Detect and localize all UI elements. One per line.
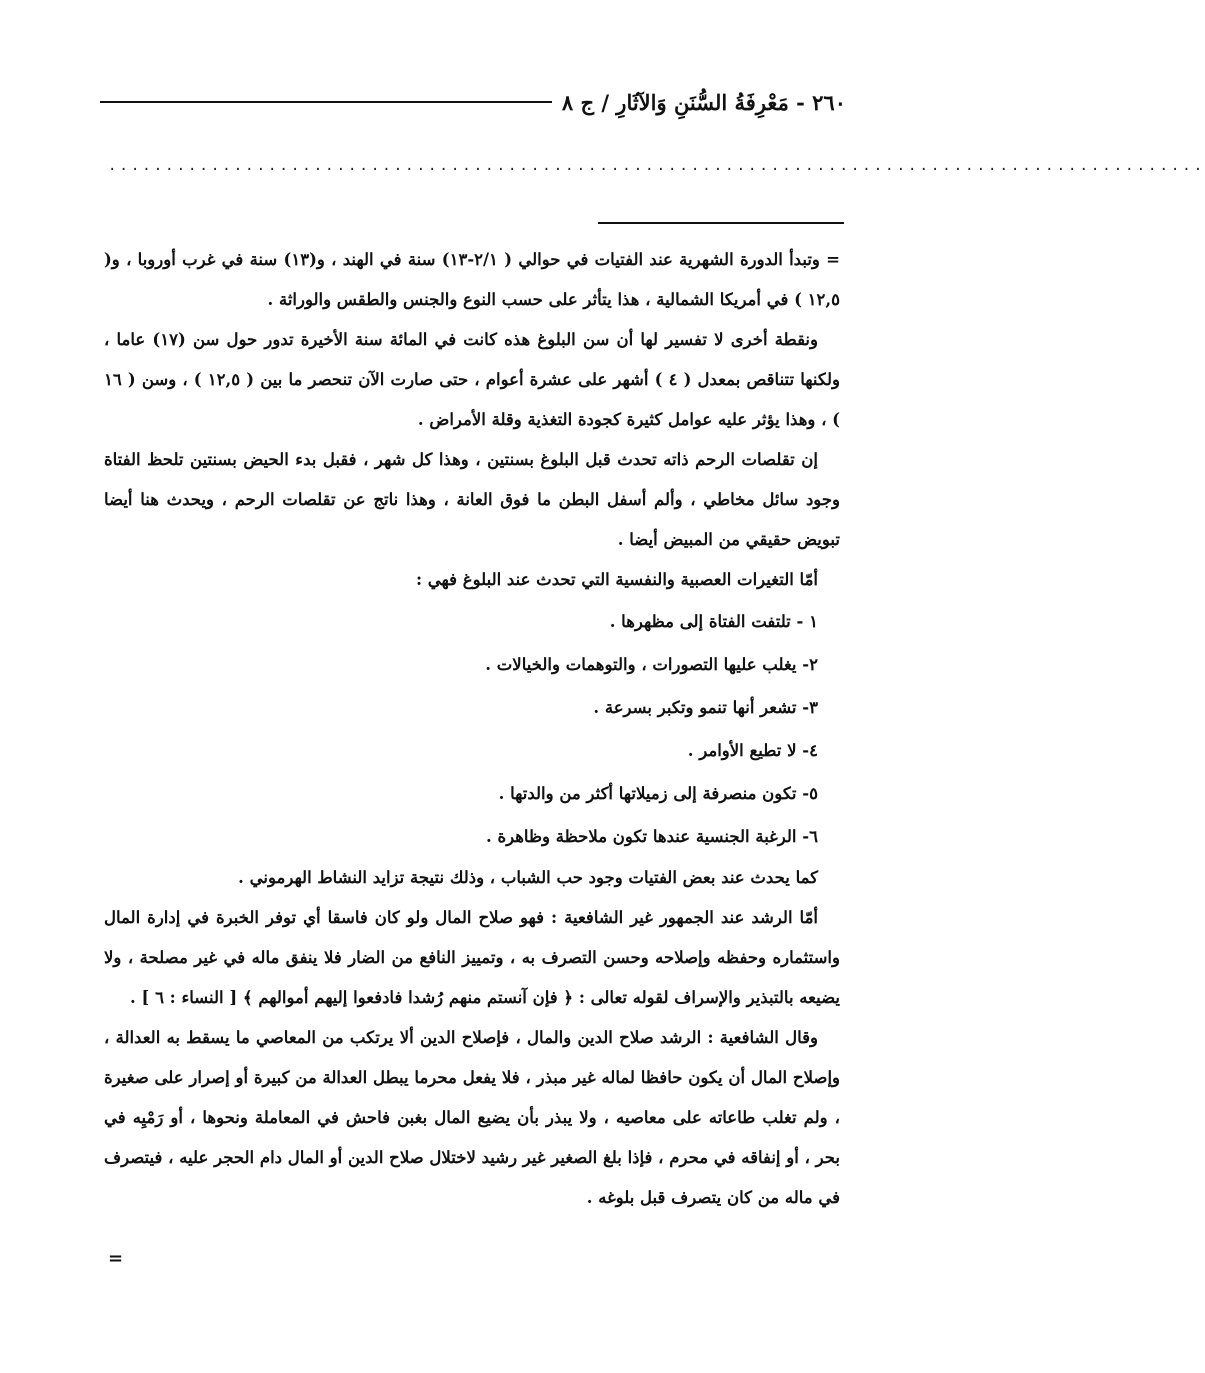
- list-item: ٤- لا تطيع الأوامر .: [687, 741, 818, 760]
- list-item: ٣- تشعر أنها تنمو وتكبر بسرعة .: [593, 698, 818, 717]
- list-item: ٥- تكون منصرفة إلى زميلاتها أكثر من والدتها .: [498, 784, 818, 803]
- page-header: [100, 86, 846, 118]
- header-rule: [100, 101, 552, 103]
- continuation-mark: =: [108, 1248, 124, 1269]
- paragraph: ونقطة أخرى لا تفسير لها أن سن البلوغ هذه كانت في المائة سنة الأخيرة تدور حول سن (١٧) عاما ، ولكنها تتناقص بمعدل ( ٤ ) أشهر على عشرة أعوام ، حتى صارت الآن تنحصر ما بين ( ١٢,٥ ) ، وسن ( ١٦ ) ، وهذا يؤثر عليه عوامل كثيرة كجودة التغذية وقلة الأمراض .: [104, 330, 840, 429]
- dotted-separator: ................................................................................................: [108, 158, 1205, 174]
- paragraph: وقال الشافعية : الرشد صلاح الدين والمال ، فإصلاح الدين ألا يرتكب من المعاصي ما يسقط به العدالة ، وإصلاح المال أن يكون حافظا لماله غير مبذر ، فلا يفعل محرما يبطل العدالة من كبيرة أو إصرار على صغيرة ، ولم تغلب طاعاته على معاصيه ، ولا يبذر بأن يضيع المال بغبن فاحش في المعاملة ونحوها ، أو رَمْيِه في بحر ، أو إنفاقه في محرم ، فإذا بلغ الصغير غير رشيد لاختلال صلاح الدين أو المال دام الحجر عليه ، فيتصرف في ماله من كان يتصرف قبل بلوغه .: [104, 1028, 840, 1207]
- list-item: ٦- الرغبة الجنسية عندها تكون ملاحظة وظاهرة .: [485, 827, 818, 846]
- list: [104, 600, 840, 858]
- running-head: ٢٦٠ - مَعْرِفَةُ السُّنَنِ وَالآثَارِ / ج ٨: [561, 89, 846, 115]
- paragraph: كما يحدث عند بعض الفتيات وجود حب الشباب ، وذلك نتيجة تزايد النشاط الهرموني .: [238, 868, 818, 887]
- list-item: ١ - تلتفت الفتاة إلى مظهرها .: [609, 612, 818, 631]
- paragraph: = وتبدأ الدورة الشهرية عند الفتيات في حوالي ( ٢/١-١٣) سنة في الهند ، و(١٣) سنة في غرب أوروبا ، و( ١٢,٥ ) في أمريكا الشمالية ، هذا يتأثر على حسب النوع والجنس والطقس والوراثة .: [104, 250, 840, 309]
- footnote-rule: [598, 222, 844, 224]
- footnote-text: [104, 240, 840, 1218]
- paragraph: إن تقلصات الرحم ذاته تحدث قبل البلوغ بسنتين ، وهذا كل شهر ، فقبل بدء الحيض بسنتين تلحظ الفتاة وجود سائل مخاطي ، وألم أسفل البطن ما فوق العانة ، وهذا ناتج عن تقلصات الرحم ، ويحدث هنا أيضا تبويض حقيقي من المبيض أيضا .: [104, 450, 840, 549]
- paragraph: أمّا الرشد عند الجمهور غير الشافعية : فهو صلاح المال ولو كان فاسقا أي توفر الخبرة في إدارة المال واستثماره وحفظه وإصلاحه وحسن التصرف به ، وتمييز النافع من الضار فلا ينفق ماله في غير مصلحة ، ولا يضيعه بالتبذير والإسراف لقوله تعالى : ﴿ فإن آنستم منهم رُشدا فادفعوا إليهم أموالهم ﴾ [ النساء : ٦ ] .: [104, 908, 840, 1007]
- paragraph: أمّا التغيرات العصبية والنفسية التي تحدث عند البلوغ فهي :: [415, 570, 818, 589]
- list-item: ٢- يغلب عليها التصورات ، والتوهمات والخيالات .: [485, 655, 818, 674]
